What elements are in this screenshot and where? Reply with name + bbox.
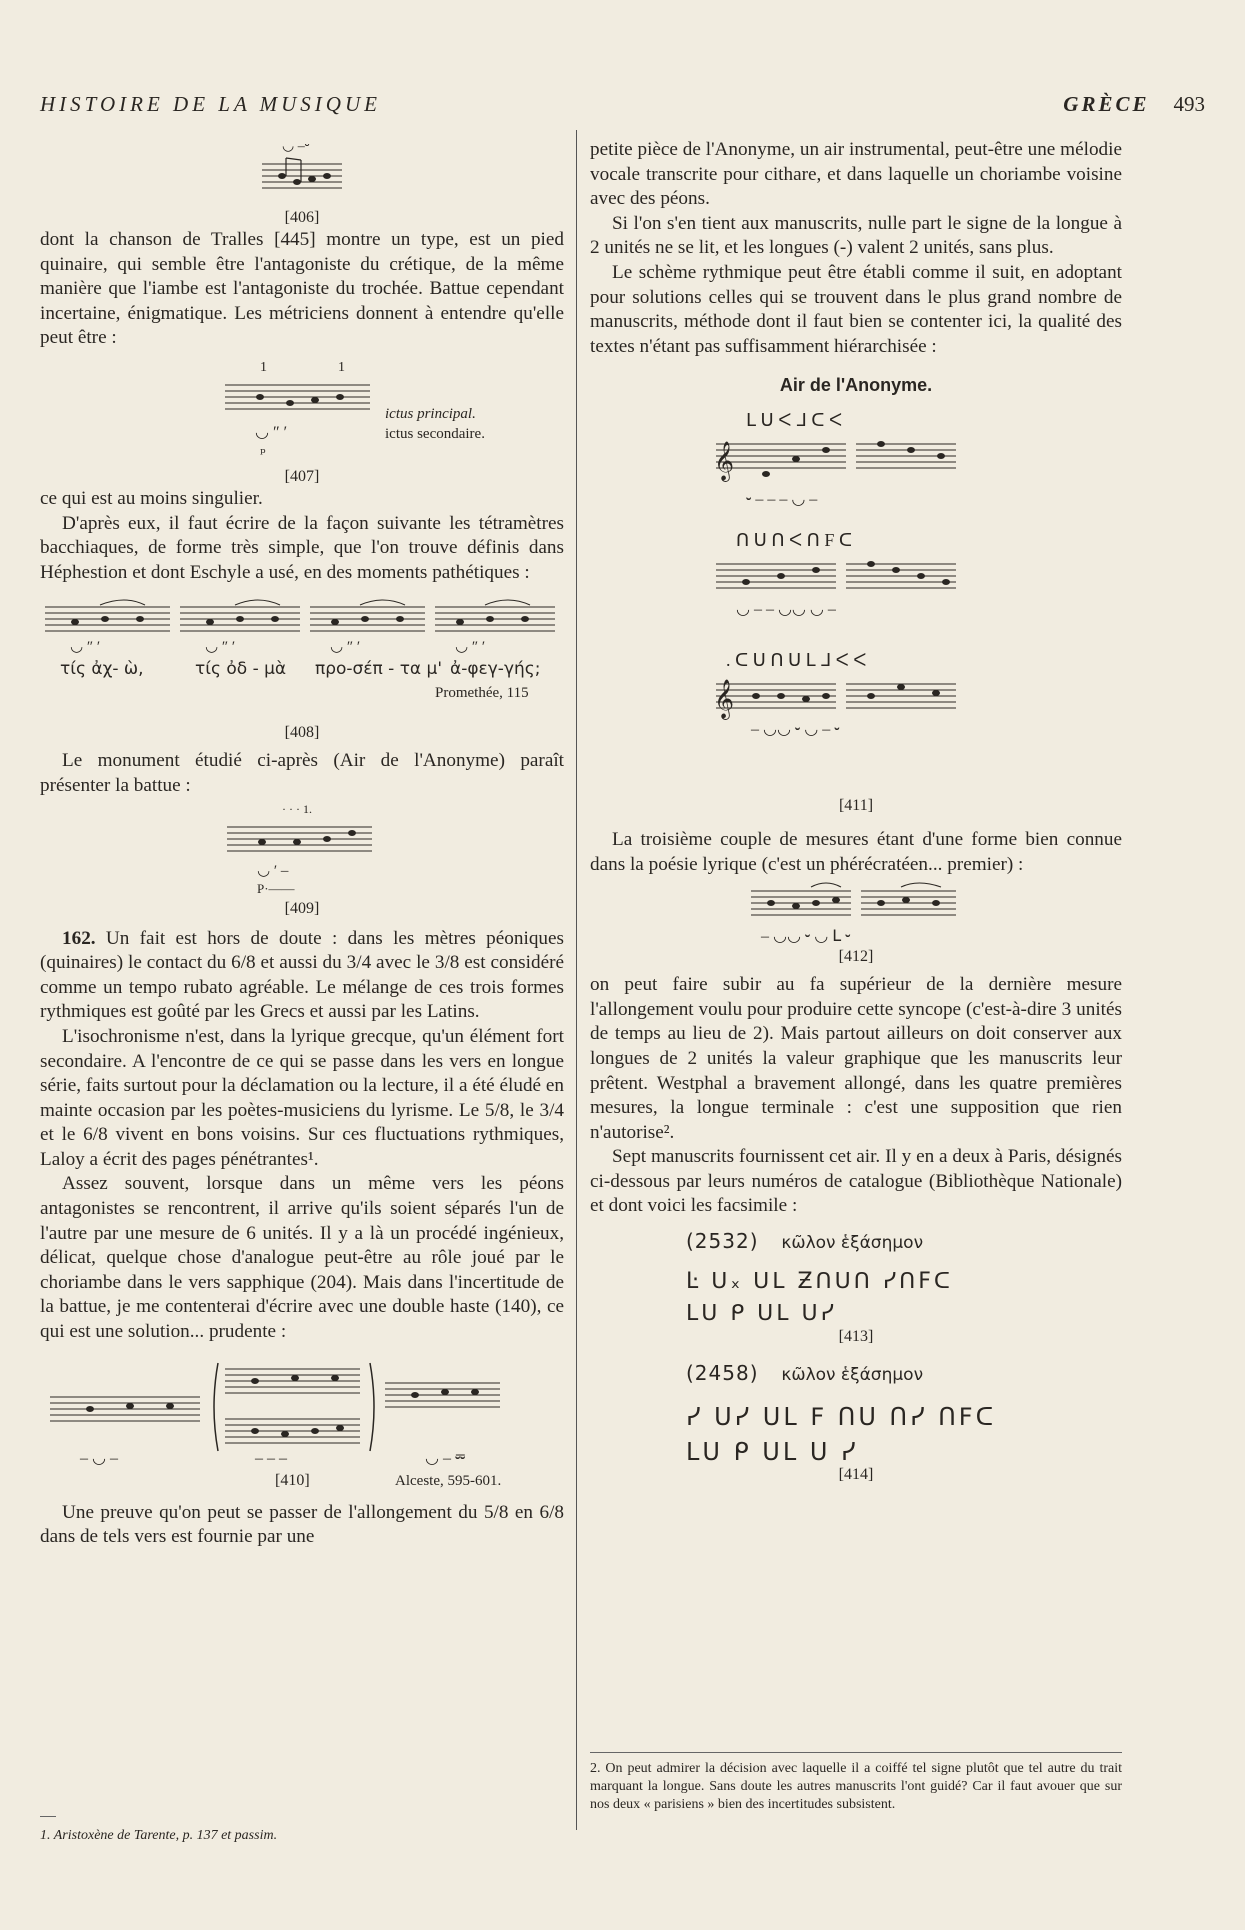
paragraph: Si l'on s'en tient aux manuscrits, nulle part le signe de la longue à 2 unités ne se lit, et les longues (-) valent 2 unités, sans plus.: [590, 212, 1122, 259]
music-example-412: [746, 877, 966, 947]
svg-text:P·——: P·——: [257, 880, 295, 896]
column-divider: [576, 130, 577, 1830]
svg-text:◡ –⏑: ◡ –⏑: [282, 139, 310, 154]
footnote-1: 1. Aristoxène de Tarente, p. 137 et passim.: [40, 1828, 278, 1843]
greek-word: ἀ-φεγ-γής;: [450, 659, 541, 680]
section-number: 162.: [62, 927, 96, 949]
music-example-409: [222, 799, 382, 899]
footnote-2: 2. On peut admirer la décision avec laquelle il a coiffé tel signe plutôt que tel autre du trait marquant la longue. Sans doute les autres manuscrits l'ont guidé? Car il faut avouer que sur nos deux « parisiens » bien des incertitudes subsistent.: [590, 1761, 1122, 1812]
footnote-rule: [40, 1816, 56, 1817]
paragraph: D'après eux, il faut écrire de la façon suivante les tétramètres bacchiaques, de forme très simple, que l'on trouve définis dans Héphestion et dont Eschyle a usé, en des moments pathétiques :: [40, 512, 564, 583]
paragraph: petite pièce de l'Anonyme, un air instrumental, peut-être une mélodie vocale transcrite pour cithare, et dans laquelle un choriambe voisine avec des péons.: [590, 139, 1122, 210]
paragraph: L'isochronisme n'est, dans la lyrique grecque, qu'un élément fort secondaire. A l'encontre de ce qui se passe dans les vers en longue série, faits surtout pour la déclamation ou la lecture, il a été éludé en mainte occasion par les poètes-musiciens du lyrisme. Le 5/8, le 3/4 et le 6/8 vivent en bons voisins. Sur ces fluctuations rythmiques, Laloy a écrit des pages pénétrantes¹.: [40, 1025, 564, 1170]
svg-text:– – –: – – –: [255, 1449, 287, 1467]
paragraph: Sept manuscrits fournissent cet air. Il y en a deux à Paris, désignés ci-dessous par leurs numéros de catalogue (Bibliothèque Nationale) et dont voici les facsimile :: [590, 1146, 1122, 1217]
left-column: [40, 138, 564, 1550]
svg-text:◡ – ⏔: ◡ – ⏔: [425, 1449, 466, 1467]
facsimile-line: Ŀ ᑌ᙮ ᑌᒪ Ƶᑎᑌᑎ ᓯᑎFᑕ: [686, 1268, 953, 1294]
manuscript-2532: [686, 1229, 1122, 1256]
caption-410: [410]: [275, 1471, 310, 1489]
caption-409: [409]: [284, 899, 320, 917]
svg-text:◡ ″ ′: ◡ ″ ′: [205, 639, 236, 654]
paragraph: Assez souvent, lorsque dans un même vers les péons antagonistes se rencontrent, il arrive qu'ils soient séparés l'un de l'autre par une mesure de 6 unités. Il y a là un procédé ingénieux, délicat, quelque chose d'analogue peut-être au rôle joué par le choriambe dans le vers sapphique (204). Mais dans l'incertitude de la battue, je me contenterai d'écrire avec une double haste (140), ce qui est une solution... prudente :: [40, 1173, 564, 1343]
svg-text:1: 1: [260, 359, 267, 375]
footnote-rule: [590, 1752, 1122, 1753]
svg-text:1: 1: [338, 359, 345, 375]
manuscript-title: κῶλον ἑξάσημον: [781, 1233, 924, 1254]
page-number: 493: [1173, 92, 1205, 116]
paragraph: on peut faire subir au fa supérieur de la dernière mesure l'allongement voulu pour produire cette syncope (c'est-à-dire 3 unités de temps au lieu de 2). Mais partout ailleurs on doit conserver aux longues de 2 unités la valeur graphique que les manuscrits leur prêtent. Westphal a bravement allongé, dans les quatre premières mesures, la longue terminale : c'est une supposition que rien n'autorise².: [590, 974, 1122, 1143]
svg-text:– ◡◡ ⏑ ◡ – ⏑: – ◡◡ ⏑ ◡ – ⏑: [751, 720, 840, 738]
facsimile-line: ᒪᑌ ᑭ ᑌᒪ ᑌᓯ: [686, 1301, 837, 1327]
svg-text:ₚ: ₚ: [260, 441, 266, 457]
header-right: [1063, 92, 1205, 117]
svg-text:◡ ″ ′: ◡ ″ ′: [455, 639, 486, 654]
greek-word: τίς ὀδ - μὰ: [195, 659, 287, 680]
greek-word: προ-σέπ - τα μ': [315, 659, 443, 680]
music-example-408: [40, 593, 564, 653]
music-example-411: [706, 404, 1006, 814]
source-alceste: Alceste, 595-601.: [395, 1472, 502, 1489]
paragraph: ce qui est au moins singulier.: [40, 487, 263, 509]
svg-text:⏑ – – – ◡ –: ⏑ – – – ◡ –: [746, 490, 818, 508]
annotation-ictus-principal: ictus principal.: [385, 405, 476, 422]
greek-word: τίς ἀχ- ὼ,: [60, 659, 144, 680]
manuscript-2458: [686, 1361, 1122, 1388]
annotation-ictus-secondaire: ictus secondaire.: [385, 425, 485, 442]
svg-text:𝄞: 𝄞: [714, 442, 735, 480]
facsimile-line: ᓯ ᑌᓯ ᑌᒪ F ᑎᑌ ᑎᓯ ᑎFᑕ: [686, 1403, 997, 1432]
manuscript-title: κῶλον ἑξάσημον: [781, 1364, 924, 1385]
svg-text:𝄞: 𝄞: [714, 680, 735, 718]
caption-412: [412]: [838, 948, 874, 966]
svg-text:◡ ″ ′: ◡ ″ ′: [330, 639, 361, 654]
paragraph: La troisième couple de mesures étant d'une forme bien connue dans la poésie lyrique (c'est un phérécratéen... premier) :: [590, 828, 1122, 875]
svg-text:· · · 1.: · · · 1.: [282, 801, 312, 816]
paragraph-162: [40, 927, 564, 1025]
svg-text:◡ ′ –: ◡ ′ –: [257, 862, 289, 879]
svg-text:– ◡◡ ⏑ ◡ ᒪ ⏑: – ◡◡ ⏑ ◡ ᒪ ⏑: [761, 928, 851, 946]
caption-408: [408]: [284, 724, 320, 742]
music-example-407: [220, 357, 380, 457]
running-header: [40, 92, 1205, 122]
source-promethee: Promethée, 115: [435, 685, 529, 702]
manuscript-number: (2532): [686, 1229, 759, 1254]
music-example-406: [252, 138, 352, 208]
paragraph: Une preuve qu'on peut se passer de l'allongement du 5/8 en 6/8 dans de tels vers est fournie par une: [40, 1501, 564, 1548]
right-column: [590, 138, 1122, 1485]
caption-414: [414]: [838, 1465, 874, 1483]
svg-text:– ◡ –: – ◡ –: [80, 1449, 118, 1467]
caption-407: [407]: [284, 467, 320, 485]
svg-text:◡ ″ ′: ◡ ″ ′: [255, 423, 288, 441]
header-title: HISTOIRE DE LA MUSIQUE: [40, 92, 381, 116]
paragraph: Le monument étudié ci-après (Air de l'Anonyme) paraît présenter la battue :: [40, 750, 564, 796]
figure-407: [40, 357, 564, 467]
svg-text:. ᑕ ᑌ ᑎ ᑌ ᒪ ᒧ ᐸ ᐸ: . ᑕ ᑌ ᑎ ᑌ ᒪ ᒧ ᐸ ᐸ: [726, 649, 867, 670]
caption-413: [413]: [838, 1327, 874, 1345]
svg-text:◡ ″ ′: ◡ ″ ′: [70, 639, 101, 654]
figure-408: [40, 593, 564, 723]
figure-410-captions: [40, 1467, 564, 1491]
music-example-410: [40, 1357, 564, 1467]
caption-411: [411]: [838, 796, 874, 814]
paragraph-text: Un fait est hors de doute : dans les mètres péoniques (quinaires) le contact du 6/8 et aussi du 3/4 avec le 3/8 est considéré comme un tempo rubato agréable. Le mélange de ces trois formes rythmiques est goûté par les Grecs et aussi par les Latins.: [40, 927, 564, 1023]
svg-text:ᑎ ᑌ ᑎ ᐸ ᑎ F ᑕ: ᑎ ᑌ ᑎ ᐸ ᑎ F ᑕ: [736, 529, 852, 550]
svg-text:ᒪ ᑌ ᐸ ᒧ ᑕ ᐸ: ᒪ ᑌ ᐸ ᒧ ᑕ ᐸ: [746, 409, 843, 430]
svg-text:◡ – – ◡◡ ◡ –: ◡ – – ◡◡ ◡ –: [736, 600, 836, 618]
header-section: GRÈCE: [1063, 92, 1150, 116]
manuscript-number: (2458): [686, 1360, 759, 1385]
facsimile-line: ᒪᑌ ᑭ ᑌᒪ ᑌ ᓯ: [686, 1438, 859, 1467]
caption-406: [406]: [284, 209, 320, 226]
air-title: Air de l'Anonyme.: [779, 375, 933, 396]
paragraph: Le schème rythmique peut être établi comme il suit, en adoptant pour solutions celles qui se trouvent dans le plus grand nombre de manuscrits, méthode dont il faut bien se contenter ici, la qualité des textes n'étant pas suffisamment hiérarchisée :: [590, 261, 1122, 357]
paragraph: dont la chanson de Tralles [445] montre un type, est un pied quinaire, qui semble être l'antagoniste du crétique, de la même manière que l'iambe est l'antagoniste du trochée. Battue cependant incertaine, énigmatique. Les métriciens donnent à entendre qu'elle peut être :: [40, 229, 564, 349]
